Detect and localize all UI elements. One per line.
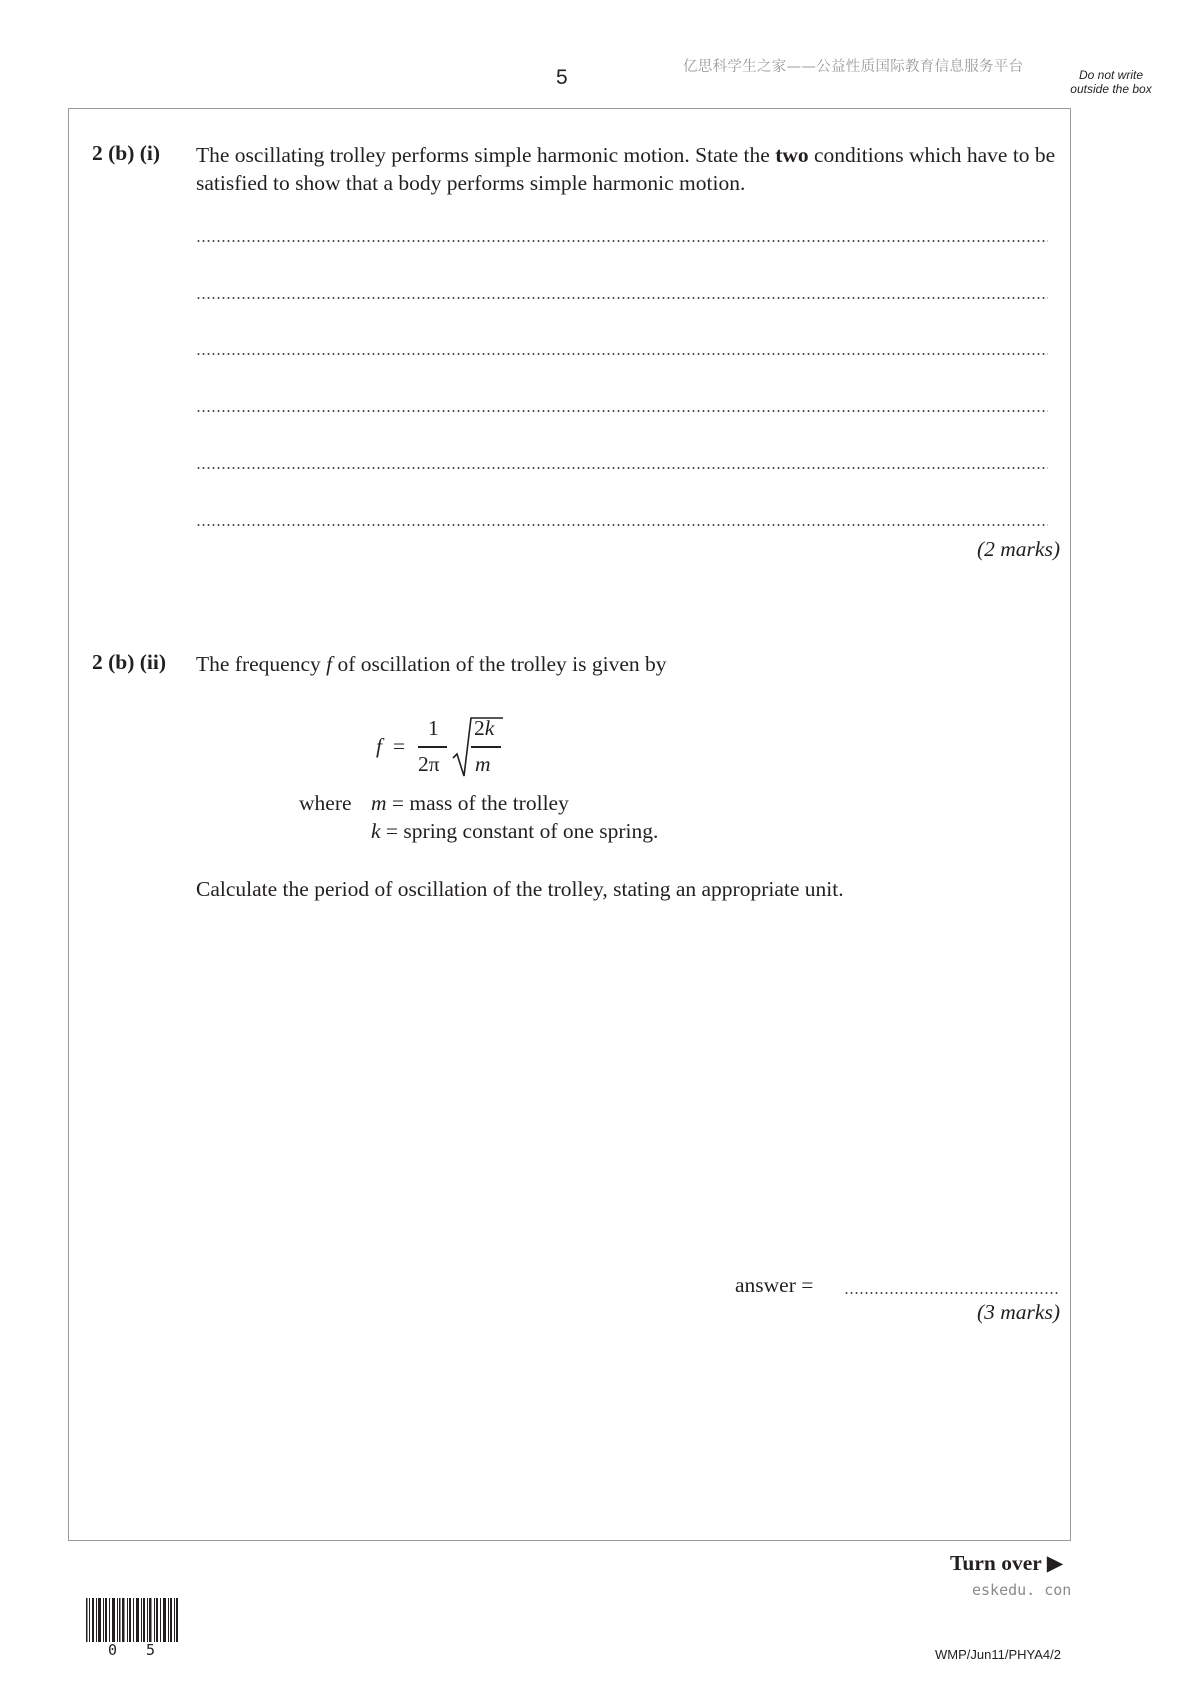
answer-line-5[interactable] bbox=[196, 465, 1048, 471]
answer-line-3[interactable] bbox=[196, 351, 1048, 357]
question-2bi-text-part1: The oscillating trolley performs simple harmonic motion. State the bbox=[196, 143, 776, 167]
variable-f: f bbox=[326, 652, 333, 676]
barcode-number: 0 5 bbox=[108, 1641, 166, 1659]
answer-label: answer = bbox=[735, 1273, 814, 1297]
formula-root-fraction-bar bbox=[471, 746, 501, 748]
answer-field[interactable] bbox=[844, 1290, 1060, 1296]
site-watermark: eskedu. con bbox=[972, 1581, 1072, 1599]
formula-numerator: 1 bbox=[428, 716, 439, 740]
formula-root-numerator bbox=[474, 716, 494, 741]
formula-equals: = bbox=[393, 734, 406, 758]
marks-2bii: (3 marks) bbox=[977, 1300, 1060, 1324]
question-number-2bi: 2 (b) (i) bbox=[92, 141, 161, 165]
definition-m-text: = mass of the trolley bbox=[386, 791, 569, 815]
question-2bi-text bbox=[196, 141, 1056, 197]
question-2bii-intro bbox=[196, 650, 667, 678]
marks-2bi: (2 marks) bbox=[977, 537, 1060, 561]
formula-root-num-var: k bbox=[484, 716, 495, 740]
variable-m: m bbox=[371, 791, 387, 815]
definition-k-text: = spring constant of one spring. bbox=[380, 819, 659, 843]
where-label: where bbox=[299, 791, 352, 815]
barcode-icon bbox=[86, 1598, 178, 1642]
question-2bii-intro-part2: of oscillation of the trolley is given by bbox=[332, 652, 667, 676]
answer-line-1[interactable] bbox=[196, 238, 1048, 244]
formula-fraction-bar bbox=[418, 746, 447, 748]
question-2bi-text-part2: conditions which have to be satisfied to show that a body performs simple harmonic motion. bbox=[196, 143, 1056, 195]
question-2bii-instruction: Calculate the period of oscillation of the trolley, stating an appropriate unit. bbox=[196, 877, 844, 901]
question-2bii-intro-part1: The frequency bbox=[196, 652, 327, 676]
variable-k: k bbox=[371, 819, 381, 843]
definition-m bbox=[371, 791, 569, 816]
formula-lhs-f: f bbox=[376, 734, 382, 758]
formula-root-num-coef: 2 bbox=[474, 716, 485, 740]
answer-line-2[interactable] bbox=[196, 295, 1048, 301]
page-number: 5 bbox=[556, 66, 568, 89]
answer-line-4[interactable] bbox=[196, 408, 1048, 414]
margin-note: Do not write outside the box bbox=[1070, 68, 1152, 96]
formula-root-denominator: m bbox=[475, 752, 491, 776]
definition-k bbox=[371, 819, 658, 844]
answer-line-6[interactable] bbox=[196, 522, 1048, 528]
question-number-2bii: 2 (b) (ii) bbox=[92, 650, 167, 674]
paper-reference: WMP/Jun11/PHYA4/2 bbox=[935, 1647, 1061, 1662]
turn-over-label: Turn over ▶ bbox=[950, 1551, 1064, 1575]
formula-denominator: 2π bbox=[418, 752, 440, 776]
watermark-text: 亿思科学生之家——公益性质国际教育信息服务平台 bbox=[683, 59, 1024, 75]
question-2bi-text-bold: two bbox=[775, 143, 809, 167]
